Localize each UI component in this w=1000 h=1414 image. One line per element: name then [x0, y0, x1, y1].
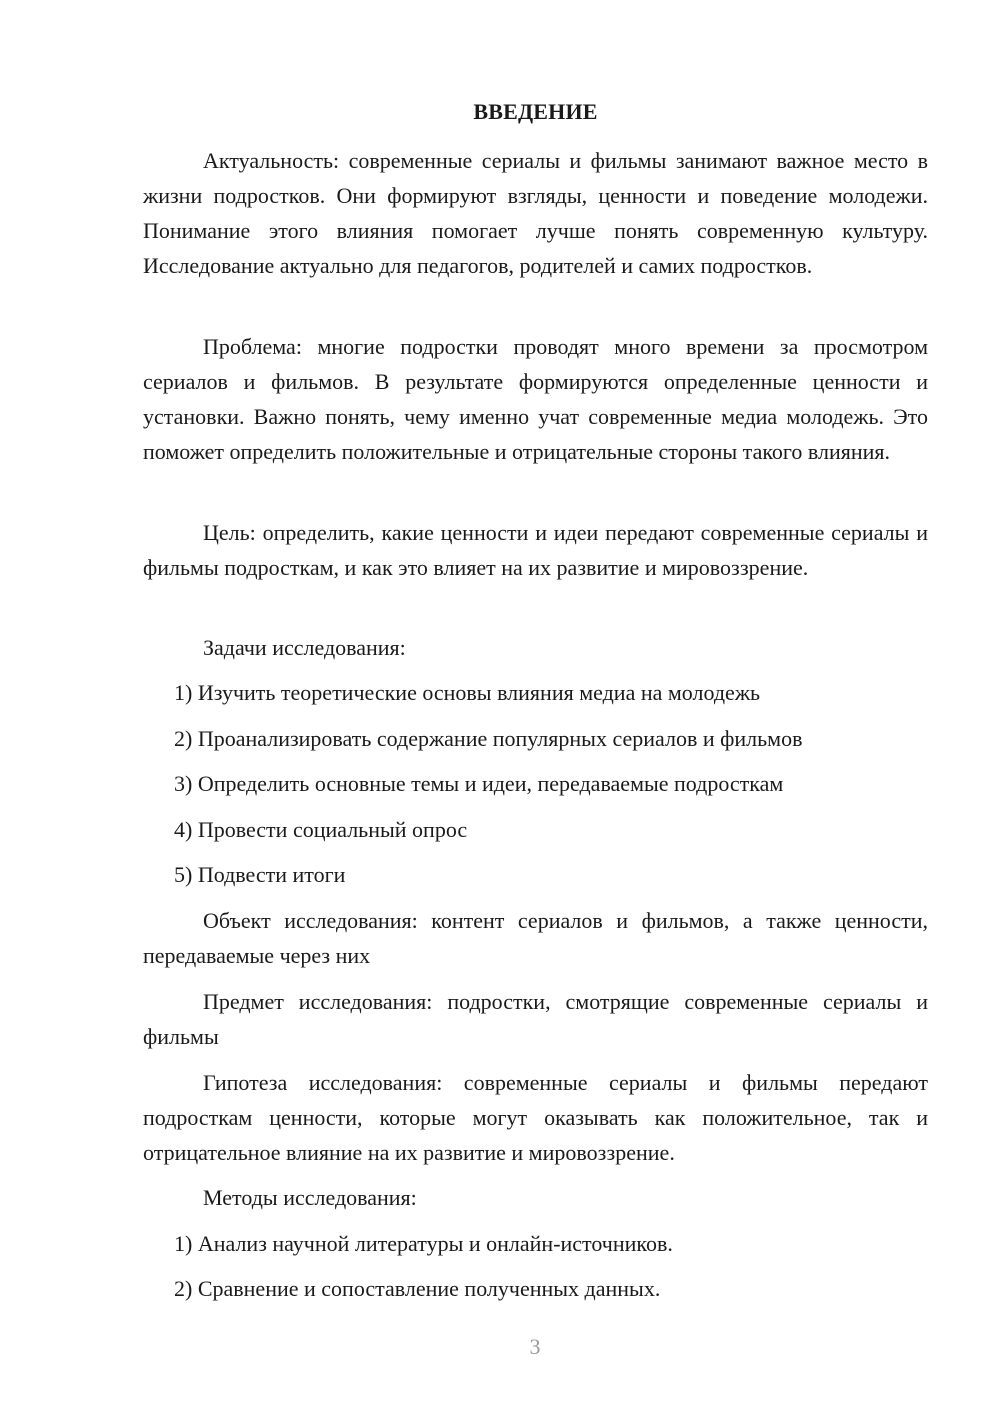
method-item: 1) Анализ научной литературы и онлайн-источников. [174, 1231, 673, 1256]
page-number: 3 [529, 1334, 541, 1359]
task-item: 3) Определить основные темы и идеи, передаваемые подросткам [174, 771, 784, 796]
method-item: 2) Сравнение и сопоставление полученных данных. [174, 1276, 661, 1301]
relevance-paragraph: Актуальность: современные сериалы и фильмы занимают важное место в жизни подростков. Они формируют взгляды, ценности и поведение молодежи. Понимание этого влияния помогает лучше понять современную культуру. Исследование актуально для педагогов, родителей и самих подростков. [143, 148, 928, 278]
task-item: 2) Проанализировать содержание популярных сериалов и фильмов [174, 726, 803, 751]
object-paragraph: Объект исследования: контент сериалов и фильмов, а также ценности, передаваемые через них [143, 908, 928, 968]
tasks-heading: Задачи исследования: [203, 635, 406, 660]
problem-paragraph: Проблема: многие подростки проводят много времени за просмотром сериалов и фильмов. В результате формируются определенные ценности и установки. Важно понять, чему именно учат современные медиа молодежь. Это поможет определить положительные и отрицательные стороны такого влияния. [143, 334, 928, 464]
methods-heading: Методы исследования: [203, 1185, 417, 1210]
hypothesis-paragraph: Гипотеза исследования: современные сериалы и фильмы передают подросткам ценности, которые могут оказывать как положительное, так и отрицательное влияние на их развитие и мировоззрение. [143, 1070, 928, 1165]
section-title: ВВЕДЕНИЕ [473, 99, 598, 124]
task-item: 4) Провести социальный опрос [174, 817, 468, 842]
task-item: 1) Изучить теоретические основы влияния медиа на молодежь [174, 680, 761, 705]
subject-paragraph: Предмет исследования: подростки, смотрящие современные сериалы и фильмы [143, 989, 928, 1049]
task-item: 5) Подвести итоги [174, 862, 346, 887]
goal-paragraph: Цель: определить, какие ценности и идеи передают современные сериалы и фильмы подросткам, и как это влияет на их развитие и мировоззрение. [143, 520, 928, 580]
